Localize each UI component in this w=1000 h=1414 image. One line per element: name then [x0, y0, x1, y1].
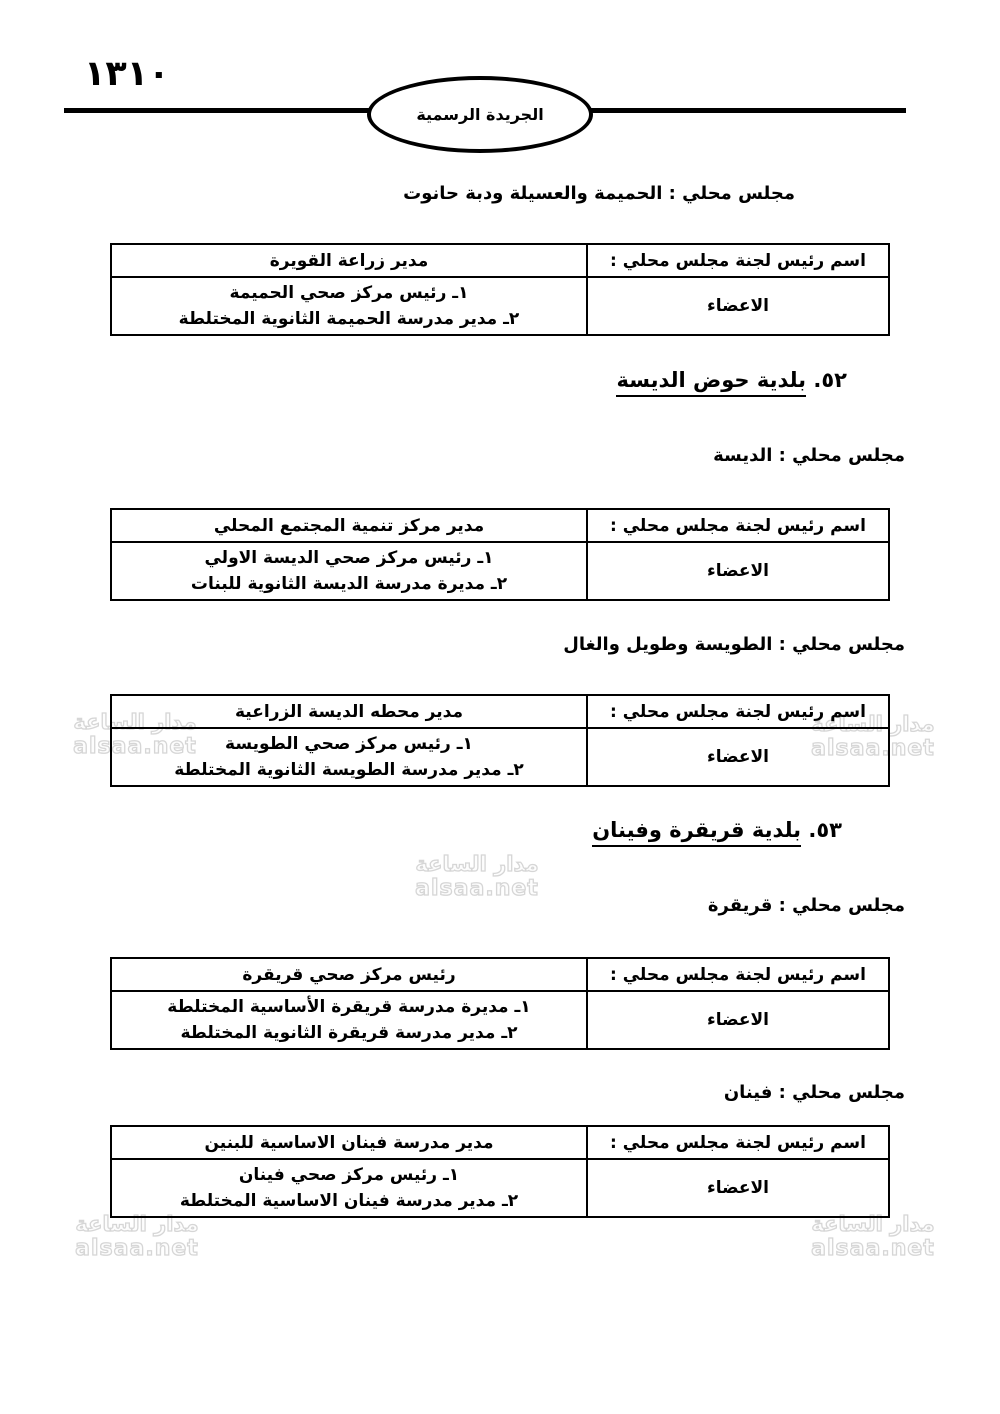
gazette-title-ellipse [367, 76, 593, 153]
watermark-site-text: alsaa.net [811, 1235, 935, 1261]
section-number: ٥٢. [813, 368, 847, 392]
table-row [111, 1159, 889, 1217]
council-heading-4: مجلس محلي : قريقرة [707, 895, 905, 916]
members-value-cell [111, 277, 587, 335]
chairman-value-cell: مدير محطه الديسة الزراعية [111, 695, 587, 728]
council-table-1 [110, 243, 890, 336]
chairman-label-cell: اسم رئيس لجنة مجلس محلي : [587, 244, 889, 277]
member-item: ٢ـ مدير مدرسة قريقرة الثانوية المختلطة [180, 1023, 518, 1043]
member-item: ١ـ مديرة مدرسة قريقرة الأساسية المختلطة [167, 997, 531, 1017]
watermark-site-text: alsaa.net [811, 735, 935, 761]
table-row [111, 1126, 889, 1159]
council-table-2 [110, 508, 890, 601]
table-row [111, 728, 889, 786]
members-value-cell [111, 728, 587, 786]
members-value-cell [111, 542, 587, 600]
section-title: بلدية قريقرة وفينان [592, 818, 801, 847]
member-item: ٢ـ مدير مدرسة الحميمة الثانوية المختلطة [178, 309, 520, 329]
chairman-value-cell: مدير مركز تنمية المجتمع المحلي [111, 509, 587, 542]
watermark-arabic-text: مدار الساعة [73, 710, 197, 734]
council-heading-3: مجلس محلي : الطويسة وطويل والغال [563, 634, 905, 655]
members-value-cell [111, 1159, 587, 1217]
council-heading-5: مجلس محلي : فينان [723, 1082, 905, 1103]
council-heading-2: مجلس محلي : الديسة [713, 445, 905, 466]
members-label-cell: الاعضاء [587, 728, 889, 786]
member-item: ٢ـ مديرة مدرسة الديسة الثانوية للبنات [190, 574, 508, 594]
council-table-4 [110, 957, 890, 1050]
section-heading-52 [616, 368, 847, 392]
chairman-value-cell: رئيس مركز صحي قريقرة [111, 958, 587, 991]
watermark-arabic-text: مدار الساعة [415, 852, 539, 876]
members-value-cell [111, 991, 587, 1049]
chairman-label-cell: اسم رئيس لجنة مجلس محلي : [587, 958, 889, 991]
member-item: ١ـ رئيس مركز صحي الديسة الاولي [204, 548, 494, 568]
watermark-arabic-text: مدار الساعة [811, 712, 935, 736]
table-row [111, 695, 889, 728]
gazette-title: الجريدة الرسمية [416, 105, 544, 124]
members-label-cell: الاعضاء [587, 277, 889, 335]
chairman-label-cell: اسم رئيس لجنة مجلس محلي : [587, 1126, 889, 1159]
watermark-site-text: alsaa.net [75, 1235, 199, 1261]
watermark-bottom-right [788, 1213, 958, 1261]
table-row [111, 244, 889, 277]
table-row [111, 991, 889, 1049]
chairman-label-cell: اسم رئيس لجنة مجلس محلي : [587, 509, 889, 542]
chairman-label-cell: اسم رئيس لجنة مجلس محلي : [587, 695, 889, 728]
members-label-cell: الاعضاء [587, 991, 889, 1049]
members-label-cell: الاعضاء [587, 1159, 889, 1217]
chairman-value-cell: مدير زراعة القويرة [111, 244, 587, 277]
page-number: ١٣١٠ [84, 54, 170, 94]
council-heading-1: مجلس محلي : الحميمة والعسيلة ودبة حانوت [403, 183, 795, 204]
table-row [111, 509, 889, 542]
chairman-value-cell: مدير مدرسة فينان الاساسية للبنين [111, 1126, 587, 1159]
section-title: بلدية حوض الديسة [616, 368, 806, 397]
watermark-bottom-left [52, 1213, 222, 1261]
section-heading-53 [592, 818, 842, 842]
watermark-center [392, 853, 562, 901]
council-table-5 [110, 1125, 890, 1218]
watermark-arabic-text: مدار الساعة [811, 1212, 935, 1236]
watermark-site-text: alsaa.net [73, 733, 197, 759]
member-item: ١ـ رئيس مركز صحي فينان [238, 1165, 460, 1185]
watermark-site-text: alsaa.net [415, 875, 539, 901]
member-item: ١ـ رئيس مركز صحي الطويسة [225, 734, 473, 754]
section-number: ٥٣. [808, 818, 842, 842]
members-label-cell: الاعضاء [587, 542, 889, 600]
member-item: ١ـ رئيس مركز صحي الحميمة [229, 283, 469, 303]
table-row [111, 958, 889, 991]
table-row [111, 277, 889, 335]
council-table-3 [110, 694, 890, 787]
member-item: ٢ـ مدير مدرسة الطويسة الثانوية المختلطة [174, 760, 524, 780]
table-row [111, 542, 889, 600]
member-item: ٢ـ مدير مدرسة فينان الاساسية المختلطة [179, 1191, 519, 1211]
watermark-arabic-text: مدار الساعة [75, 1212, 199, 1236]
